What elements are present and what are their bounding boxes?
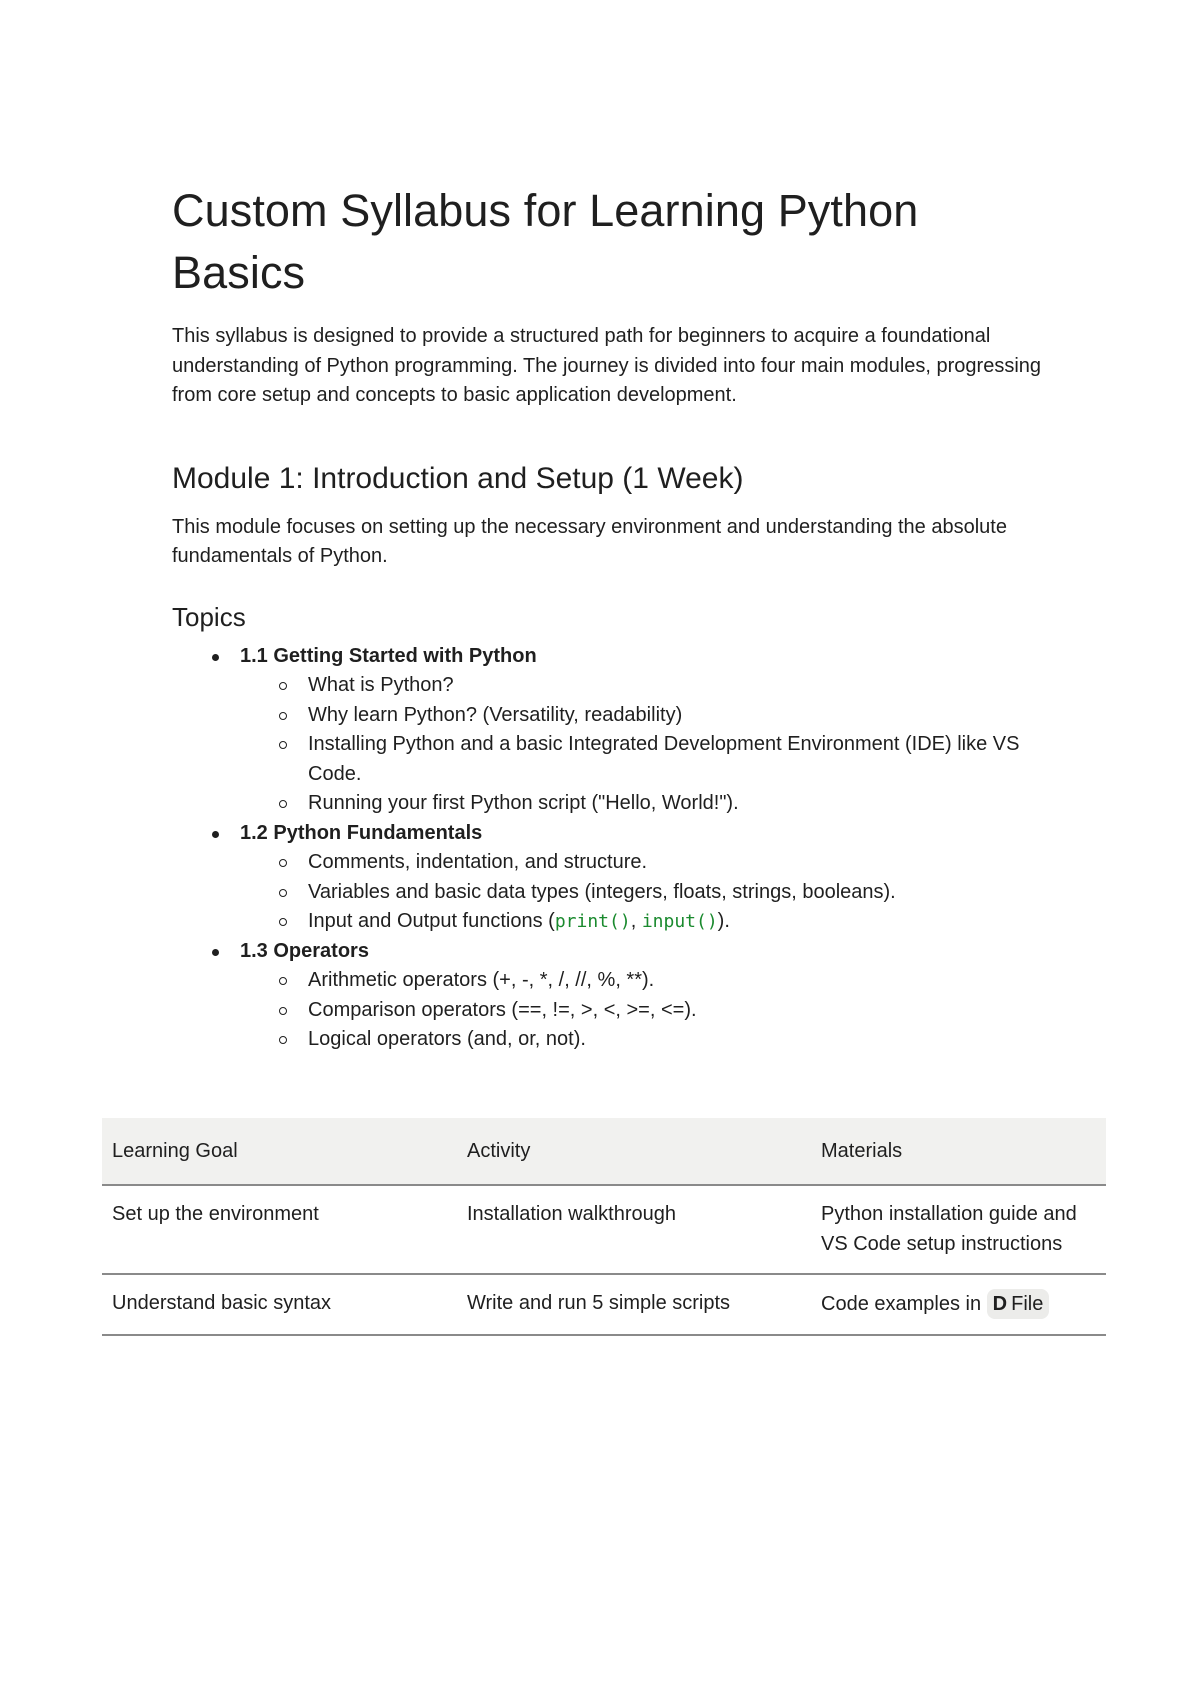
subtopic-text: Logical operators (and, or, not).	[308, 1028, 586, 1050]
bullet-icon	[212, 654, 219, 661]
subtopic-text: Variables and basic data types (integers, floats, strings, booleans).	[308, 880, 896, 903]
document-body	[172, 180, 1042, 1055]
file-icon: D	[992, 1293, 1008, 1315]
subtopic-item	[240, 907, 1042, 937]
subtopic-text: Why learn Python? (Versatility, readability)	[308, 703, 683, 726]
table-cell-activity: Installation walkthrough	[457, 1185, 811, 1274]
module-1-heading: Module 1: Introduction and Setup (1 Week)	[172, 461, 744, 495]
topic-item	[172, 819, 1042, 937]
subtopic-text: Arithmetic operators (+, -, *, /, //, %, **).	[308, 969, 655, 991]
subtopic-item	[240, 848, 1042, 878]
circle-bullet-icon	[279, 1007, 287, 1015]
subtopic-list	[240, 848, 1042, 937]
circle-bullet-icon	[279, 682, 287, 690]
subtopic-item	[240, 671, 1042, 701]
subtopic-item	[240, 701, 1042, 731]
topic-item	[172, 642, 1042, 819]
column-header: Activity	[457, 1118, 811, 1185]
subtopic-item	[240, 789, 1042, 819]
separator-text: ,	[630, 910, 642, 932]
module-1-description: This module focuses on setting up the necessary environment and understanding the absolute fundamentals of Python.	[172, 515, 1007, 567]
table-cell-materials: Python installation guide and VS Code setup instructions	[811, 1185, 1106, 1274]
materials-text: Code examples in	[821, 1293, 982, 1315]
subtopic-item	[240, 1025, 1042, 1055]
topic-title: 1.2 Python Fundamentals	[240, 821, 483, 844]
circle-bullet-icon	[279, 977, 287, 985]
subtopic-text: What is Python?	[308, 674, 454, 696]
subtopic-text: Running your first Python script ("Hello, World!").	[308, 792, 739, 814]
document-title: Custom Syllabus for Learning Python Basics	[172, 185, 919, 298]
table-cell-goal: Set up the environment	[102, 1185, 457, 1274]
subtopic-text: Installing Python and a basic Integrated Development Environment (IDE) like VS Code.	[308, 733, 1020, 785]
circle-bullet-icon	[279, 1036, 287, 1044]
learning-goals-table	[102, 1118, 1106, 1336]
circle-bullet-icon	[279, 889, 287, 897]
subtopic-text: Comparison operators (==, !=, >, <, >=, <=).	[308, 998, 697, 1021]
subtopic-item	[240, 996, 1042, 1026]
print-code: print()	[554, 911, 631, 932]
bullet-icon	[212, 831, 219, 838]
table-header-row	[102, 1118, 1106, 1185]
topic-title: 1.3 Operators	[240, 939, 369, 962]
table-cell-goal: Understand basic syntax	[102, 1274, 457, 1335]
subtopic-item	[240, 730, 1042, 789]
column-header: Materials	[811, 1118, 1106, 1185]
table-row	[102, 1185, 1106, 1274]
subtopic-suffix: ).	[717, 910, 730, 932]
subtopic-list	[240, 671, 1042, 819]
topics-heading: Topics	[172, 601, 246, 632]
circle-bullet-icon	[279, 712, 287, 720]
file-chip[interactable]	[987, 1289, 1050, 1319]
table-row	[102, 1274, 1106, 1335]
table-cell-materials	[811, 1274, 1106, 1335]
intro-paragraph: This syllabus is designed to provide a structured path for beginners to acquire a foundational understanding of Python programming. The journey is divided into four main modules, progressing from core setup and concepts to basic application development.	[172, 325, 1042, 406]
table-cell-activity: Write and run 5 simple scripts	[457, 1274, 811, 1335]
subtopic-item	[240, 878, 1042, 908]
subtopic-item	[240, 966, 1042, 996]
bullet-icon	[212, 949, 219, 956]
topics-list	[172, 642, 1042, 1055]
column-header: Learning Goal	[102, 1118, 457, 1185]
circle-bullet-icon	[279, 918, 287, 926]
topic-title: 1.1 Getting Started with Python	[240, 644, 537, 667]
subtopic-text: Input and Output functions (	[308, 910, 555, 932]
input-code: input()	[641, 911, 718, 932]
circle-bullet-icon	[279, 741, 287, 749]
subtopic-list	[240, 966, 1042, 1055]
circle-bullet-icon	[279, 859, 287, 867]
file-chip-label: File	[1011, 1293, 1044, 1315]
subtopic-text: Comments, indentation, and structure.	[308, 851, 648, 873]
circle-bullet-icon	[279, 800, 287, 808]
topic-item	[172, 937, 1042, 1055]
